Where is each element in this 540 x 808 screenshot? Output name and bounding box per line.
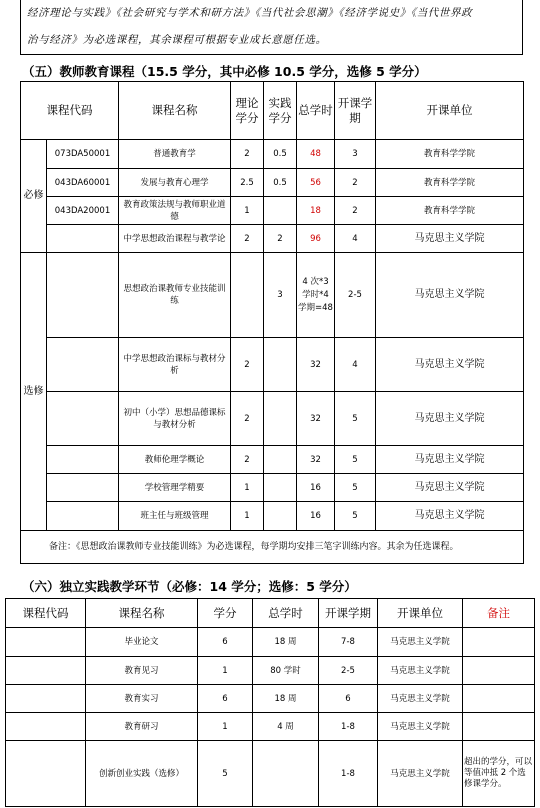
unit: 马克思主义学院 — [376, 446, 524, 474]
header-code: 课程代码 — [21, 82, 119, 140]
course-code — [47, 502, 119, 531]
remark — [463, 713, 535, 741]
total-hours: 4 次*3 学时*4 学期=48 — [297, 253, 335, 338]
total-hours: 4 周 — [253, 713, 319, 741]
table-row — [21, 502, 524, 531]
course-code: 043DA60001 — [47, 169, 119, 197]
total-hours: 18 — [297, 197, 335, 225]
unit: 教育科学学院 — [376, 169, 524, 197]
intro-line-2: 治与经济》为必选课程，其余课程可根据专业成长意愿任选。 — [27, 34, 327, 46]
course-code — [47, 338, 119, 392]
table-row — [21, 474, 524, 502]
header-hours: 总学时 — [297, 82, 335, 140]
term: 3 — [335, 140, 376, 169]
header-theory: 理论学分 — [231, 82, 264, 140]
unit: 马克思主义学院 — [378, 741, 463, 807]
term: 5 — [335, 446, 376, 474]
total-hours: 18 周 — [253, 685, 319, 713]
total-hours — [253, 741, 319, 807]
credits: 6 — [198, 628, 253, 657]
header-name: 课程名称 — [119, 82, 231, 140]
table-row — [21, 169, 524, 197]
course-name: 教育实习 — [86, 685, 198, 713]
practice-credits — [264, 338, 297, 392]
practice-credits — [264, 446, 297, 474]
practice-credits: 0.5 — [264, 140, 297, 169]
practice-table — [5, 598, 535, 807]
total-hours: 18 周 — [253, 628, 319, 657]
practice-credits: 0.5 — [264, 169, 297, 197]
term: 5 — [335, 474, 376, 502]
unit: 马克思主义学院 — [376, 253, 524, 338]
course-name: 教育研习 — [86, 713, 198, 741]
term: 1-8 — [319, 713, 378, 741]
practice-credits: 3 — [264, 253, 297, 338]
header-code: 课程代码 — [6, 599, 86, 628]
remark — [463, 685, 535, 713]
table-row — [6, 628, 535, 657]
course-name: 初中（小学）思想品德课标与教材分析 — [119, 392, 231, 446]
course-code — [6, 628, 86, 657]
course-name: 中学思想政治课程与教学论 — [119, 225, 231, 253]
course-code — [47, 474, 119, 502]
table-row — [21, 446, 524, 474]
section-5-title: （五）教师教育课程（15.5 学分，其中必修 10.5 学分，选修 5 学分） — [22, 64, 427, 79]
course-name: 教育政策法规与教师职业道德 — [119, 197, 231, 225]
term: 2-5 — [319, 657, 378, 685]
term: 4 — [335, 338, 376, 392]
practice-credits — [264, 502, 297, 531]
table-row — [6, 657, 535, 685]
course-code: 073DA50001 — [47, 140, 119, 169]
table-row — [6, 685, 535, 713]
unit: 马克思主义学院 — [376, 392, 524, 446]
unit: 马克思主义学院 — [376, 338, 524, 392]
course-name: 思想政治课教师专业技能训练 — [119, 253, 231, 338]
total-hours: 32 — [297, 338, 335, 392]
table-row — [21, 253, 524, 338]
table-row — [6, 713, 535, 741]
term: 2 — [335, 197, 376, 225]
unit: 马克思主义学院 — [378, 628, 463, 657]
credits: 5 — [198, 741, 253, 807]
course-code — [6, 713, 86, 741]
term: 4 — [335, 225, 376, 253]
unit: 马克思主义学院 — [376, 502, 524, 531]
course-name: 中学思想政治课标与教材分析 — [119, 338, 231, 392]
term: 5 — [335, 392, 376, 446]
header-unit: 开课单位 — [376, 82, 524, 140]
header-term: 开课学期 — [319, 599, 378, 628]
theory-credits: 2 — [231, 225, 264, 253]
unit: 教育科学学院 — [376, 197, 524, 225]
practice-credits — [264, 392, 297, 446]
remark — [463, 628, 535, 657]
term: 6 — [319, 685, 378, 713]
term: 2-5 — [335, 253, 376, 338]
course-name: 教育见习 — [86, 657, 198, 685]
course-name: 创新创业实践（选修） — [86, 741, 198, 807]
unit: 马克思主义学院 — [376, 225, 524, 253]
course-code — [47, 253, 119, 338]
term: 5 — [335, 502, 376, 531]
course-name: 毕业论文 — [86, 628, 198, 657]
theory-credits: 2 — [231, 392, 264, 446]
course-code — [47, 446, 119, 474]
table-row — [21, 225, 524, 253]
practice-credits — [264, 197, 297, 225]
course-code — [47, 392, 119, 446]
course-code: 043DA20001 — [47, 197, 119, 225]
theory-credits — [231, 253, 264, 338]
course-name: 班主任与班级管理 — [119, 502, 231, 531]
total-hours: 56 — [297, 169, 335, 197]
table-row — [6, 741, 535, 807]
table-row — [21, 140, 524, 169]
remark — [463, 657, 535, 685]
course-name: 普通教育学 — [119, 140, 231, 169]
teacher-education-table — [20, 81, 524, 564]
course-name: 发展与教育心理学 — [119, 169, 231, 197]
header-practice: 实践学分 — [264, 82, 297, 140]
course-name: 学校管理学精要 — [119, 474, 231, 502]
term: 1-8 — [319, 741, 378, 807]
total-hours: 80 学时 — [253, 657, 319, 685]
unit: 马克思主义学院 — [376, 474, 524, 502]
unit: 教育科学学院 — [376, 140, 524, 169]
practice-credits: 2 — [264, 225, 297, 253]
course-name: 教师伦理学概论 — [119, 446, 231, 474]
header-term: 开课学期 — [335, 82, 376, 140]
table-row — [21, 338, 524, 392]
course-code — [6, 657, 86, 685]
theory-credits: 1 — [231, 502, 264, 531]
intro-box — [20, 0, 523, 55]
total-hours: 32 — [297, 392, 335, 446]
course-code — [47, 225, 119, 253]
credits: 1 — [198, 713, 253, 741]
header-remark: 备注 — [463, 599, 535, 628]
term: 7-8 — [319, 628, 378, 657]
credits: 6 — [198, 685, 253, 713]
theory-credits: 1 — [231, 474, 264, 502]
section-6-title: （六）独立实践教学环节（必修：14 学分；选修：5 学分） — [22, 579, 357, 594]
course-code — [6, 741, 86, 807]
table-row — [21, 197, 524, 225]
theory-credits: 2 — [231, 338, 264, 392]
term: 2 — [335, 169, 376, 197]
header-hours: 总学时 — [253, 599, 319, 628]
total-hours: 16 — [297, 502, 335, 531]
theory-credits: 2 — [231, 140, 264, 169]
header-credits: 学分 — [198, 599, 253, 628]
elective-label: 选修 — [21, 253, 47, 531]
total-hours: 32 — [297, 446, 335, 474]
table-row — [21, 392, 524, 446]
course-code — [6, 685, 86, 713]
header-name: 课程名称 — [86, 599, 198, 628]
intro-line-1: 经济理论与实践》《社会研究与学术和研方法》《当代社会思潮》《经济学说史》《当代世界政 — [27, 7, 473, 19]
credits: 1 — [198, 657, 253, 685]
unit: 马克思主义学院 — [378, 685, 463, 713]
unit: 马克思主义学院 — [378, 713, 463, 741]
practice-credits — [264, 474, 297, 502]
table-note: 备注：《思想政治课教师专业技能训练》为必选课程，每学期均安排三笔字训练内容。其余为任选课程。 — [21, 531, 524, 564]
theory-credits: 1 — [231, 197, 264, 225]
total-hours: 48 — [297, 140, 335, 169]
unit: 马克思主义学院 — [378, 657, 463, 685]
theory-credits: 2.5 — [231, 169, 264, 197]
header-unit: 开课单位 — [378, 599, 463, 628]
total-hours: 96 — [297, 225, 335, 253]
required-label: 必修 — [21, 140, 47, 253]
remark: 超出的学分，可以等值冲抵 2 个选修课学分。 — [463, 741, 535, 807]
theory-credits: 2 — [231, 446, 264, 474]
total-hours: 16 — [297, 474, 335, 502]
